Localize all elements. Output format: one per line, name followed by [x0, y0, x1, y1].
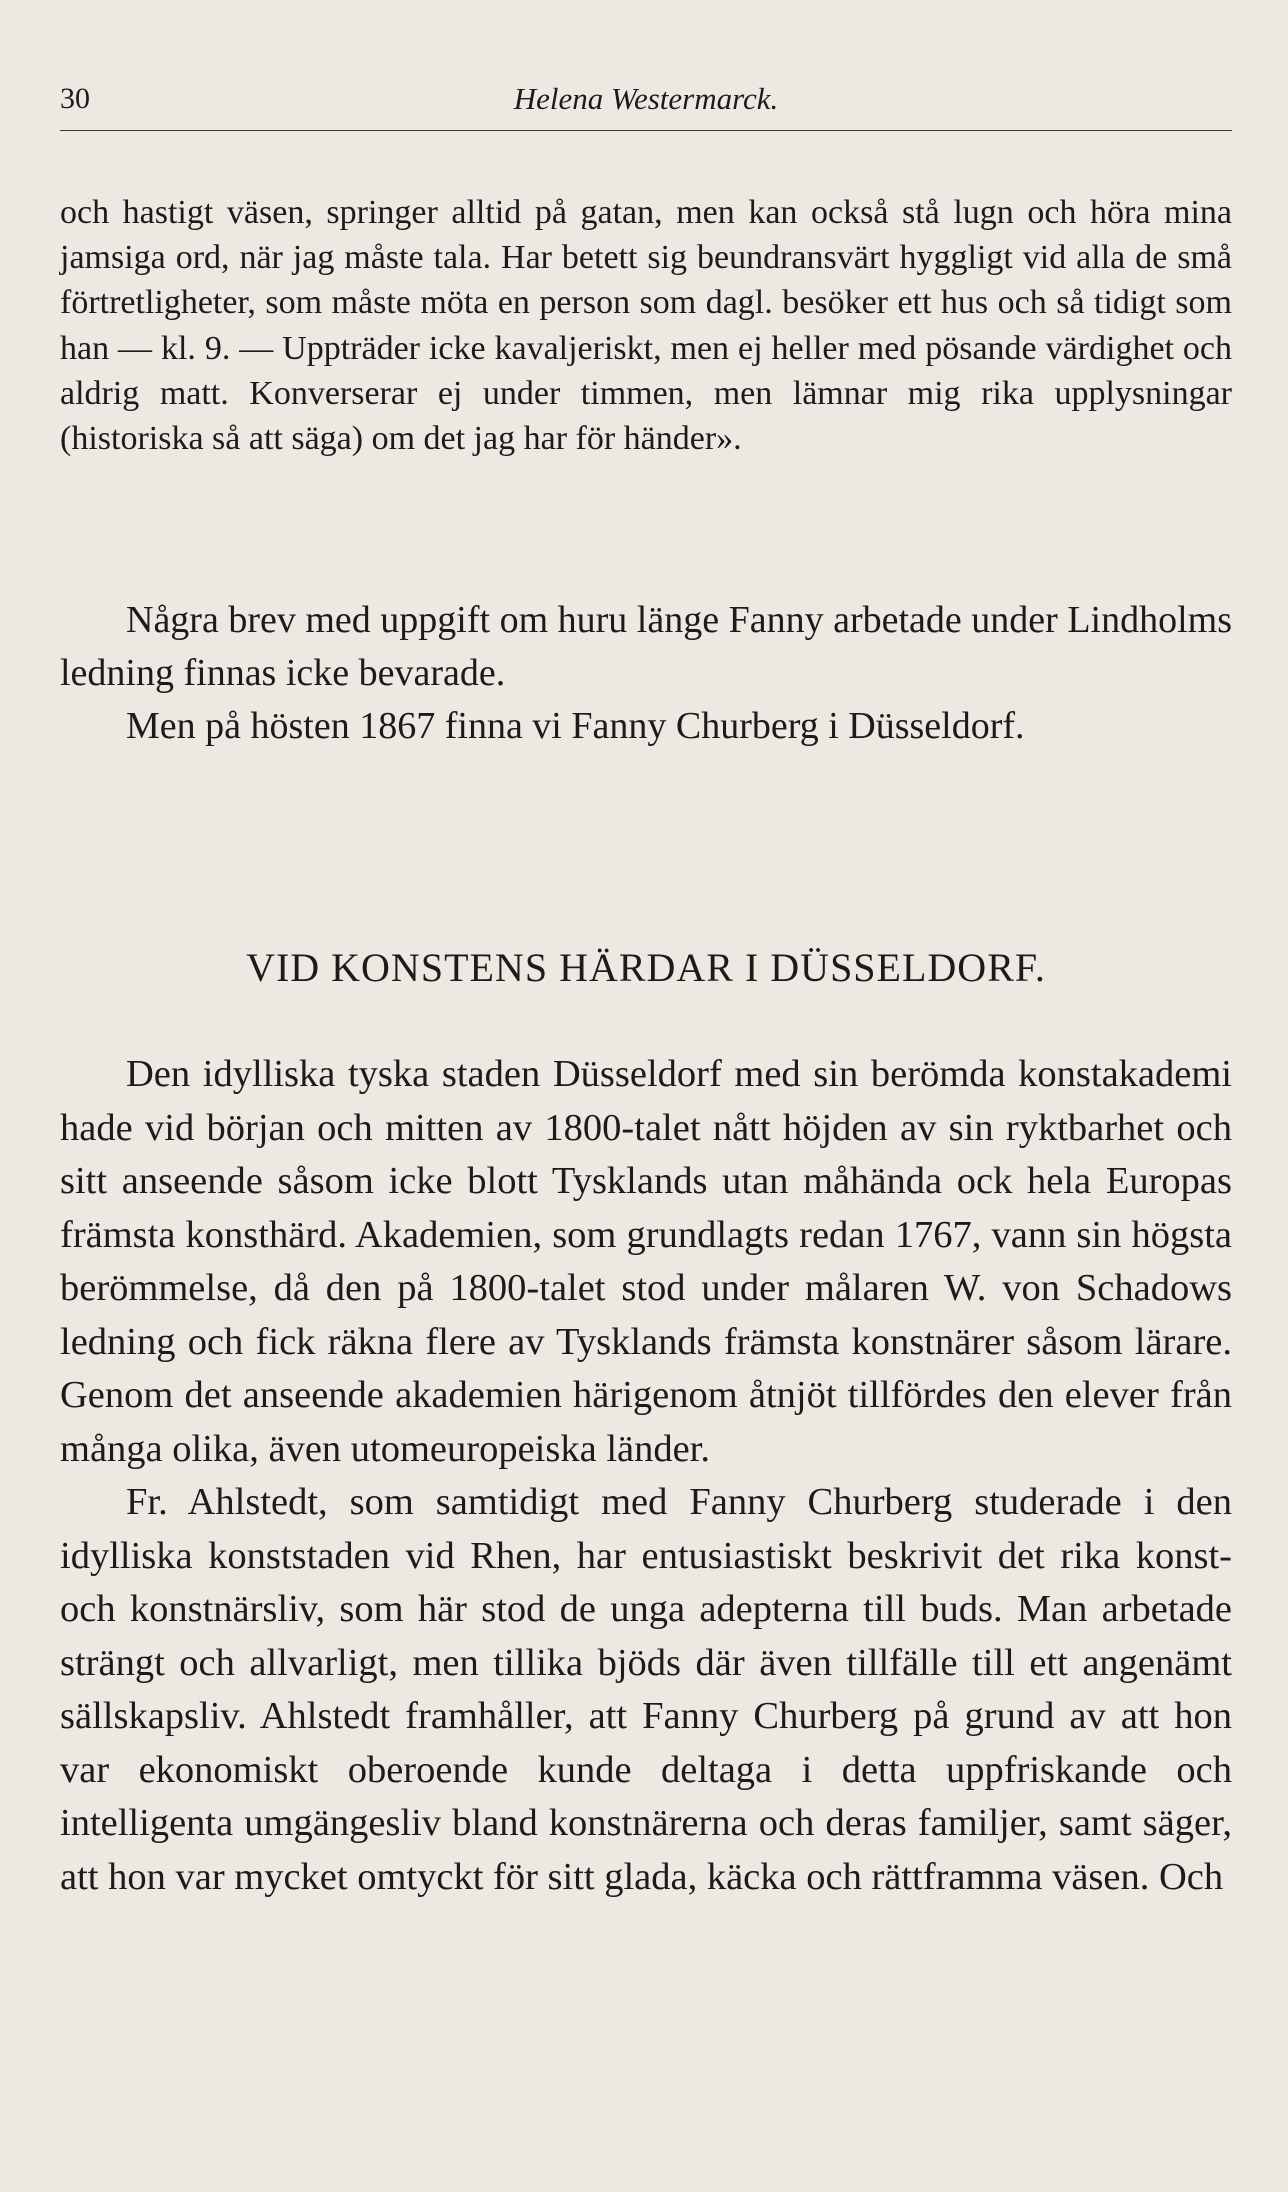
paragraph: Några brev med uppgift om huru länge Fanny arbetade under Lindholms ledning finnas icke bevarade.	[60, 599, 1232, 694]
section-body	[60, 1048, 1232, 1904]
page-number: 30	[60, 82, 90, 115]
continued-quote-block	[60, 190, 1232, 461]
paragraph: och hastigt väsen, springer alltid på gatan, men kan också stå lugn och höra mina jamsiga ord, när jag måste tala. Har betett sig beundransvärt hyggligt vid alla de små förtretligheter, som måste möta en person som dagl. besöker ett hus och så tidigt som han — kl. 9. — Uppträder icke kavaljeriskt, men ej heller med pösande värdighet och aldrig matt. Konverserar ej under timmen, men lämnar mig rika upplysningar (historiska så att säga) om det jag har för händer».	[60, 194, 1232, 458]
paragraph: Fr. Ahlstedt, som samtidigt med Fanny Churberg studerade i den idylliska konststaden vid Rhen, har entusiastiskt beskrivit det rika konst- och konstnärsliv, som här stod de unga adepterna till buds. Man arbetade strängt och allvarligt, men tillika bjöds där även tillfälle till ett angenämt sällskapsliv. Ahlstedt framhåller, att Fanny Churberg på grund av att hon var ekonomiskt oberoende kunde deltaga i detta uppfriskande och intelligenta umgängesliv bland konstnärerna och deras familjer, samt säger, att hon var mycket omtyckt för sitt glada, käcka och rättframma väsen. Och	[60, 1481, 1232, 1898]
section-heading: VID KONSTENS HÄRDAR I DÜSSELDORF.	[246, 945, 1046, 990]
paragraph: Men på hösten 1867 finna vi Fanny Churberg i Düsseldorf.	[126, 705, 1025, 747]
running-title: Helena Westermarck.	[513, 81, 779, 116]
transition-block	[60, 594, 1232, 753]
paragraph: Den idylliska tyska staden Düsseldorf med sin berömda konstakademi hade vid början och mitten av 1800-talet nått höjden av sin ryktbarhet och sitt anseende såsom icke blott Tysklands utan måhända ock hela Europas främsta konsthärd. Akademien, som grundlagts redan 1767, vann sin högsta berömmelse, då den på 1800-talet stod under målaren W. von Schadows ledning och fick räkna flere av Tysklands främsta konstnärer såsom lärare. Genom det anseende akademien härigenom åtnjöt tillfördes den elever från många olika, även utomeuropeiska länder.	[60, 1053, 1232, 1470]
running-header	[60, 78, 1232, 131]
